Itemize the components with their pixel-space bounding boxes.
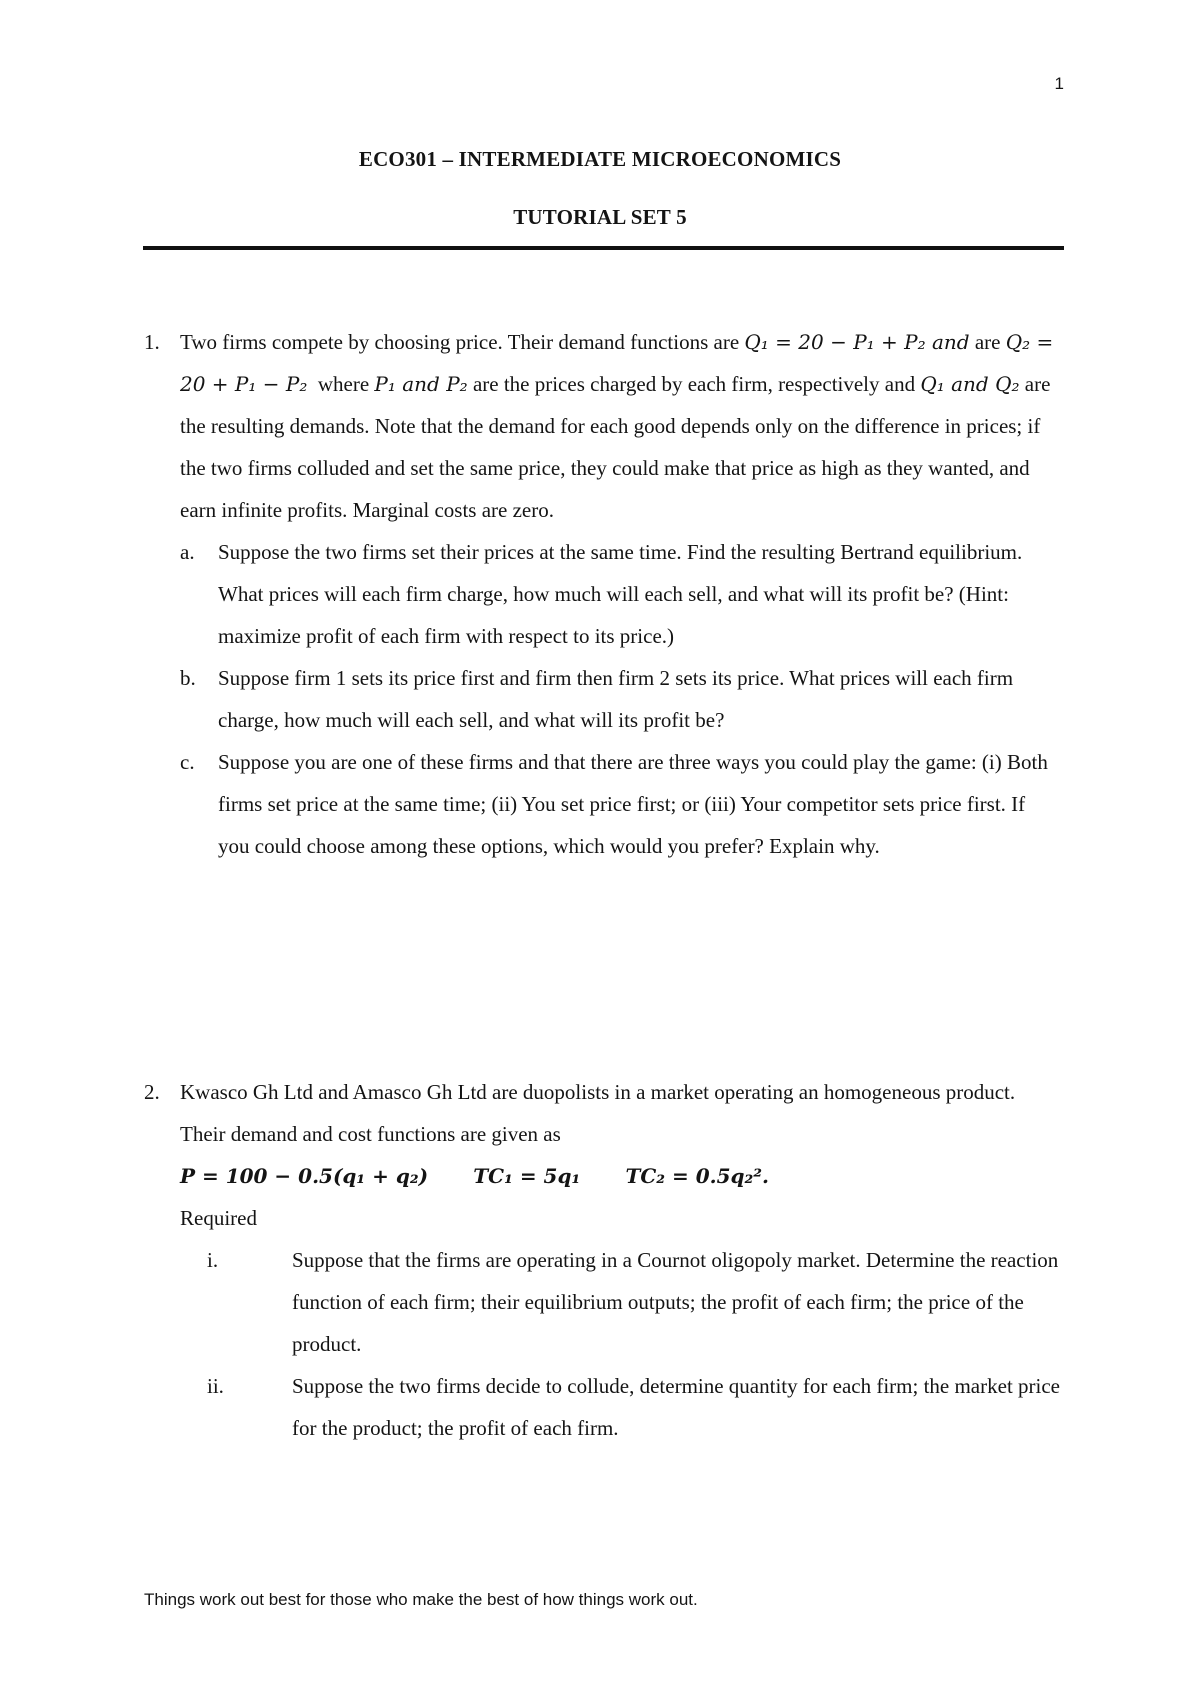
part-label: i. xyxy=(207,1248,219,1272)
question-2-intro: Kwasco Gh Ltd and Amasco Gh Ltd are duopolists in a market operating an homogeneous product. Their demand and cost functions are given as xyxy=(180,1080,1016,1146)
cost-equation-1: TC₁ = 5q₁ xyxy=(473,1164,581,1188)
cost-equation-2: TC₂ = 0.5q₂². xyxy=(625,1164,769,1188)
header-rule xyxy=(143,246,1064,250)
part-label: a. xyxy=(180,540,195,564)
question-2-part-ii xyxy=(207,1365,1060,1449)
part-text: Suppose firm 1 sets its price first and firm then firm 2 sets its price. What prices will each firm charge, how much will each sell, and what will its profit be? xyxy=(218,666,1014,732)
connector-text: are xyxy=(974,330,1001,354)
demand-function-2: Q₂ = 20 + P₁ − P₂ xyxy=(180,330,1054,396)
part-text: Suppose that the firms are operating in a Cournot oligopoly market. Determine the reaction function of each firm; their equilibrium outputs; the profit of each firm; the price of the product. xyxy=(292,1248,1059,1356)
question-1-part-c xyxy=(180,741,1060,867)
question-2-equations xyxy=(180,1155,1060,1197)
quantity-variables: Q₁ and Q₂ xyxy=(920,372,1020,396)
question-1-part-b xyxy=(180,657,1060,741)
question-1-intro xyxy=(180,321,1060,531)
demand-equation: P = 100 − 0.5(q₁ + q₂) xyxy=(180,1164,429,1188)
part-label: b. xyxy=(180,666,196,690)
intro-text: Two firms compete by choosing price. Their demand functions are xyxy=(180,330,740,354)
intro-text: are the resulting demands. Note that the demand for each good depends only on the difference in prices; if the two firms colluded and set the same price, they could make that price as high as they wanted, and earn infinite profits. Marginal costs are zero. xyxy=(180,372,1051,522)
question-2 xyxy=(144,1071,1060,1449)
intro-text: are the prices charged by each firm, respectively and xyxy=(472,372,916,396)
part-label: ii. xyxy=(207,1374,224,1398)
question-2-part-i xyxy=(207,1239,1060,1365)
price-variables: P₁ and P₂ xyxy=(374,372,468,396)
demand-function-1: Q₁ = 20 − P₁ + P₂ and xyxy=(744,330,970,354)
connector-text: where xyxy=(317,372,370,396)
question-1-part-a xyxy=(180,531,1060,657)
part-text: Suppose you are one of these firms and that there are three ways you could play the game: (i) Both firms set price at the same time; (ii) You set price first; or (iii) Your competitor sets price first. If you could choose among these options, which would you prefer? Explain why. xyxy=(218,750,1048,858)
question-1 xyxy=(144,321,1060,867)
required-label: Required xyxy=(180,1206,257,1230)
question-2-number: 2. xyxy=(144,1080,160,1104)
part-label: c. xyxy=(180,750,195,774)
part-text: Suppose the two firms decide to collude, determine quantity for each firm; the market price for the product; the profit of each firm. xyxy=(292,1374,1060,1440)
course-title: ECO301 – INTERMEDIATE MICROECONOMICS xyxy=(358,147,842,171)
question-1-number: 1. xyxy=(144,330,160,354)
part-text: Suppose the two firms set their prices at the same time. Find the resulting Bertrand equilibrium. What prices will each firm charge, how much will each sell, and what will its profit be? (Hint: maximize profit of each firm with respect to its price.) xyxy=(218,540,1023,648)
footer-quote: Things work out best for those who make the best of how things work out. xyxy=(144,1590,698,1609)
page-number: 1 xyxy=(1054,74,1064,93)
tutorial-set-title: TUTORIAL SET 5 xyxy=(513,205,687,229)
